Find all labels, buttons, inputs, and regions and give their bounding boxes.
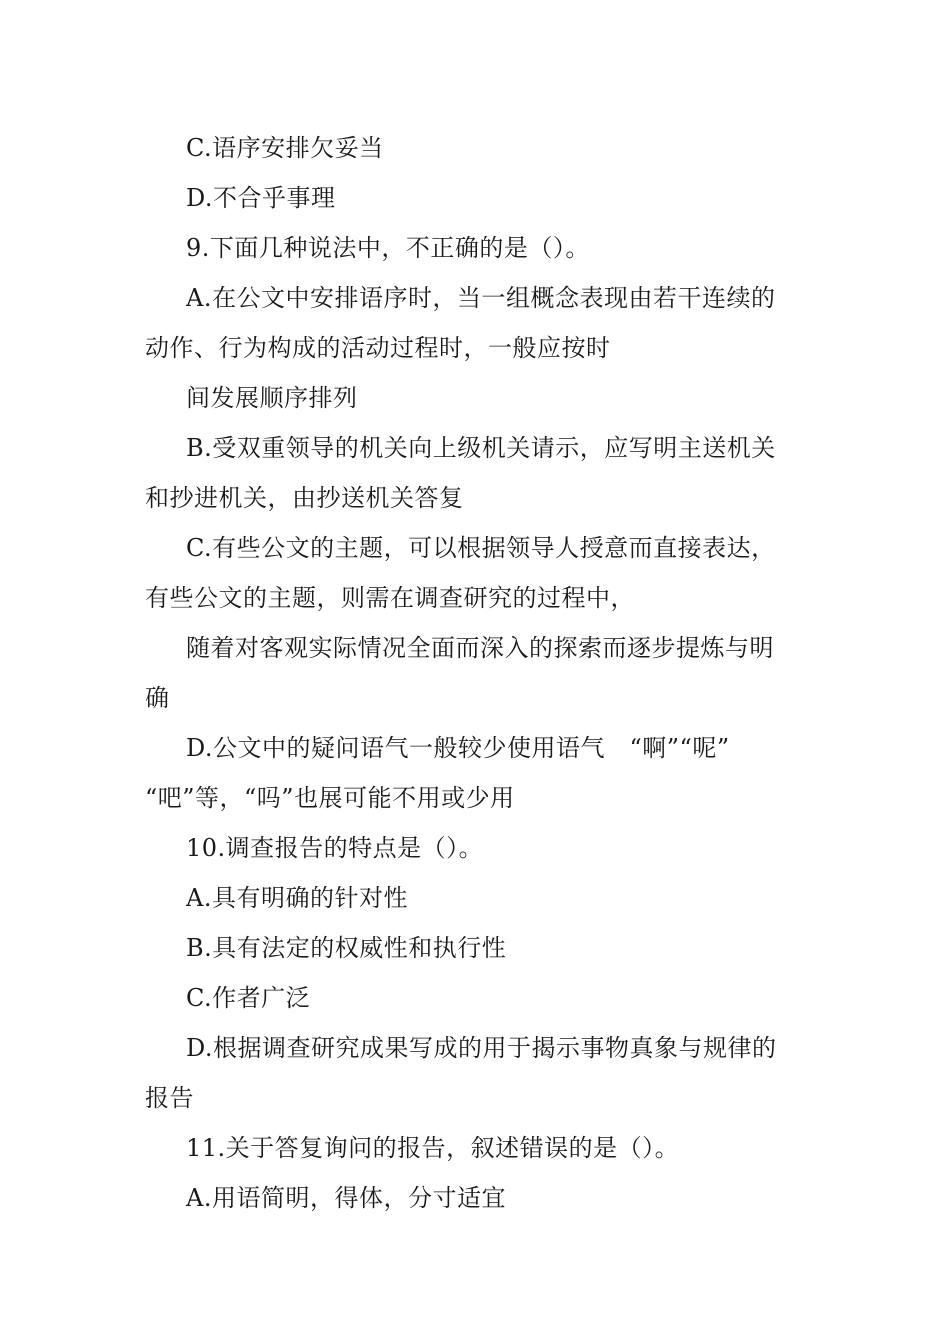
question-9-option-c-line-2: 有些公文的主题，则需在调查研究的过程中， [145,584,635,612]
question-9-option-a-line-2: 动作、行为构成的活动过程时，一般应按时 [145,334,611,362]
question-9-option-d-line-2: “吧”等，“吗”也展可能不用或少用 [145,784,515,812]
question-9-option-c-line-4: 确 [145,684,170,712]
question-9-option-a-line-3: 间发展顺序排列 [186,384,358,412]
question-10-option-c: C.作者广泛 [186,984,311,1012]
question-10-option-b: B.具有法定的权威性和执行性 [186,934,507,962]
question-11-stem: 11.关于答复询问的报告，叙述错误的是（）。 [186,1134,680,1162]
option-d-unreasonable: D.不合乎事理 [186,184,336,212]
question-11-option-a: A.用语简明，得体，分寸适宜 [186,1184,506,1212]
question-10-option-d-line-1: D.根据调查研究成果写成的用于揭示事物真象与规律的 [186,1034,777,1062]
question-9-option-c-line-3: 随着对客观实际情况全面而深入的探索而逐步提炼与明 [186,634,774,662]
question-10-stem: 10.调查报告的特点是（）。 [186,834,484,862]
question-9-option-c-line-1: C.有些公文的主题，可以根据领导人授意而直接表达， [186,534,776,562]
question-9-stem: 9.下面几种说法中，不正确的是（）。 [186,234,590,262]
question-9-option-d-line-1: D.公文中的疑问语气一般较少使用语气 “啊”“呢” [186,734,730,762]
question-10-option-d-line-2: 报告 [145,1084,194,1112]
option-c-word-order: C.语序安排欠妥当 [186,134,384,162]
question-9-option-b-line-2: 和抄进机关，由抄送机关答复 [145,484,464,512]
question-10-option-a: A.具有明确的针对性 [186,884,408,912]
question-9-option-a-line-1: A.在公文中安排语序时，当一组概念表现由若干连续的 [186,284,776,312]
question-9-option-b-line-1: B.受双重领导的机关向上级机关请示，应写明主送机关 [186,434,776,462]
